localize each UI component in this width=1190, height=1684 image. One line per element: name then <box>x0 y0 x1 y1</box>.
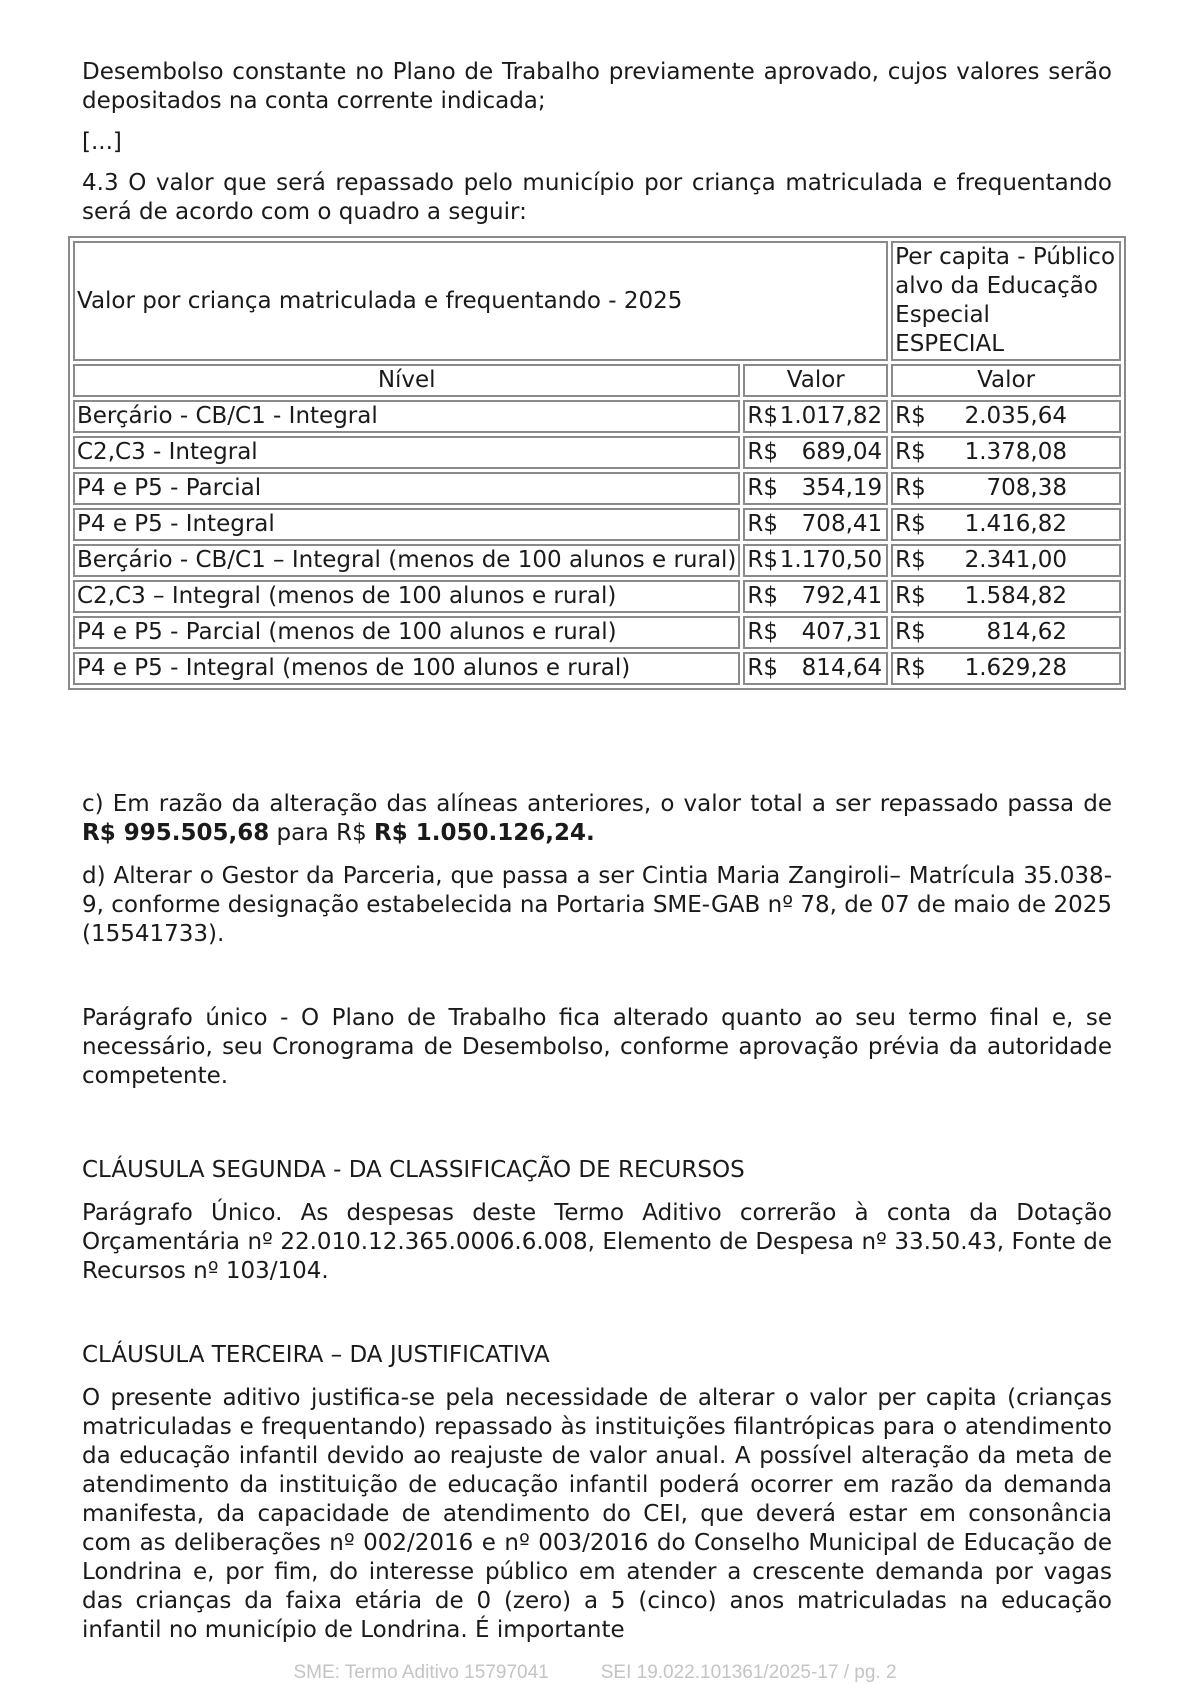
value-cell <box>743 652 888 685</box>
currency-label: R$ <box>895 655 926 681</box>
item-c-prefix: c) Em razão da alteração das alíneas anteriores, o valor total a ser repassado passa de <box>82 791 1112 817</box>
footer-document-id: SME: Termo Aditivo 15797041 <box>293 1662 549 1683</box>
item-d-paragraph: d) Alterar o Gestor da Parceria, que passa a ser Cintia Maria Zangiroli– Matrícula 35.038-9, conforme designação estabelecida na Portaria SME-GAB nº 78, de 07 de maio de 2025 (15541733). <box>82 863 1112 947</box>
currency-label: R$ <box>895 547 926 573</box>
value-cell <box>743 400 888 433</box>
special-value-cell <box>891 580 1121 613</box>
currency-label: R$ <box>895 439 926 465</box>
column-header-level: Nível <box>73 364 740 397</box>
intro-paragraph: Desembolso constante no Plano de Trabalho previamente aprovado, cujos valores serão depositados na conta corrente indicada; <box>82 59 1112 114</box>
amount: 407,31 <box>801 619 883 645</box>
currency-label: R$ <box>747 583 779 609</box>
level-cell: C2,C3 - Integral <box>73 436 740 469</box>
amount: 814,62 <box>986 619 1067 645</box>
document-page <box>82 58 1112 227</box>
level-cell: P4 e P5 - Parcial (menos de 100 alunos e rural) <box>73 616 740 649</box>
per-capita-table <box>68 236 1126 690</box>
amount: 1.017,82 <box>779 403 883 429</box>
special-value-cell <box>891 544 1121 577</box>
value-cell <box>743 472 888 505</box>
amount: 354,19 <box>801 475 883 501</box>
table-row <box>73 616 1121 649</box>
currency-label: R$ <box>747 547 779 573</box>
level-cell: P4 e P5 - Integral <box>73 508 740 541</box>
value-cell <box>743 616 888 649</box>
amount: 814,64 <box>801 655 883 681</box>
currency-label: R$ <box>895 403 926 429</box>
currency-label: R$ <box>895 583 926 609</box>
special-value-cell <box>891 652 1121 685</box>
table-row <box>73 652 1121 685</box>
clausula-segunda-heading: CLÁUSULA SEGUNDA - DA CLASSIFICAÇÃO DE RECURSOS <box>82 1157 745 1183</box>
table-row <box>73 472 1121 505</box>
table-header-row <box>73 364 1121 397</box>
amount: 689,04 <box>801 439 883 465</box>
column-header-special-value: Valor <box>891 364 1121 397</box>
table-title: Valor por criança matriculada e frequentando - 2025 <box>73 241 888 361</box>
currency-label: R$ <box>747 439 779 465</box>
currency-label: R$ <box>895 475 926 501</box>
item-c-paragraph <box>82 790 1112 848</box>
table-row <box>73 580 1121 613</box>
column-header-value: Valor <box>743 364 888 397</box>
value-cell <box>743 544 888 577</box>
currency-label: R$ <box>747 619 779 645</box>
level-cell: C2,C3 – Integral (menos de 100 alunos e rural) <box>73 580 740 613</box>
special-header-line: alvo da Educação <box>895 273 1098 299</box>
currency-label: R$ <box>895 511 926 537</box>
amount: 1.584,82 <box>964 583 1067 609</box>
clausula-segunda-text: Parágrafo Único. As despesas deste Termo Aditivo correrão à conta da Dotação Orçamentária nº 22.010.12.365.0006.6.008, Elemento de Despesa nº 33.50.43, Fonte de Recursos nº 103/104. <box>82 1200 1112 1284</box>
special-header <box>891 241 1121 361</box>
table-title-row <box>73 241 1121 361</box>
paragrafo-unico: Parágrafo único - O Plano de Trabalho fica alterado quanto ao seu termo final e, se necessário, seu Cronograma de Desembolso, conforme aprovação prévia da autoridade competente. <box>82 1005 1112 1089</box>
special-value-cell <box>891 400 1121 433</box>
amount: 2.341,00 <box>964 547 1067 573</box>
level-cell: P4 e P5 - Integral (menos de 100 alunos e rural) <box>73 652 740 685</box>
currency-label: R$ <box>747 403 779 429</box>
table-row <box>73 436 1121 469</box>
special-value-cell <box>891 436 1121 469</box>
table-row <box>73 400 1121 433</box>
special-header-line: Especial <box>895 302 990 328</box>
value-cell <box>743 508 888 541</box>
currency-label: R$ <box>747 655 779 681</box>
amount: 1.629,28 <box>964 655 1067 681</box>
ellipsis: [...] <box>82 129 122 155</box>
amount: 1.170,50 <box>779 547 883 573</box>
amount: 708,41 <box>801 511 883 537</box>
amount: 1.416,82 <box>964 511 1067 537</box>
per-capita-table-wrapper <box>68 236 1126 690</box>
special-header-line: ESPECIAL <box>895 331 1005 357</box>
value-cell <box>743 580 888 613</box>
level-cell: Berçário - CB/C1 - Integral <box>73 400 740 433</box>
amount: 2.035,64 <box>964 403 1067 429</box>
old-total-value: R$ 995.505,68 <box>82 820 270 846</box>
item-c-middle: para R$ <box>269 820 375 846</box>
footer-process-page: SEI 19.022.101361/2025-17 / pg. 2 <box>600 1662 897 1683</box>
amount: 708,38 <box>986 475 1067 501</box>
section-4-3-paragraph: 4.3 O valor que será repassado pelo município por criança matriculada e frequentando será de acordo com o quadro a seguir: <box>82 170 1112 225</box>
page-footer <box>0 1662 1190 1684</box>
amount: 792,41 <box>801 583 883 609</box>
level-cell: Berçário - CB/C1 – Integral (menos de 100 alunos e rural) <box>73 544 740 577</box>
special-value-cell <box>891 508 1121 541</box>
level-cell: P4 e P5 - Parcial <box>73 472 740 505</box>
document-body <box>82 790 1112 1645</box>
special-header-line: Per capita - Público <box>895 244 1116 270</box>
clausula-terceira-heading: CLÁUSULA TERCEIRA – DA JUSTIFICATIVA <box>82 1342 550 1368</box>
new-total-value: R$ 1.050.126,24. <box>374 820 595 846</box>
table-row <box>73 544 1121 577</box>
currency-label: R$ <box>895 619 926 645</box>
currency-label: R$ <box>747 511 779 537</box>
special-value-cell <box>891 616 1121 649</box>
amount: 1.378,08 <box>964 439 1067 465</box>
table-row <box>73 508 1121 541</box>
value-cell <box>743 436 888 469</box>
clausula-terceira-text: O presente aditivo justifica-se pela necessidade de alterar o valor per capita (crianças matriculadas e frequentando) repassado às instituições filantrópicas para o atendimento da educação infantil devido ao reajuste de valor anual. A possível alteração da meta de atendimento da instituição de educação infantil poderá ocorrer em razão da demanda manifesta, da capacidade de atendimento do CEI, que deverá estar em consonância com as deliberações nº 002/2016 e nº 003/2016 do Conselho Municipal de Educação de Londrina e, por fim, do interesse público em atender a crescente demanda por vagas das crianças da faixa etária de 0 (zero) a 5 (cinco) anos matriculadas na educação infantil no município de Londrina. É importante <box>82 1385 1112 1643</box>
special-value-cell <box>891 472 1121 505</box>
currency-label: R$ <box>747 475 779 501</box>
